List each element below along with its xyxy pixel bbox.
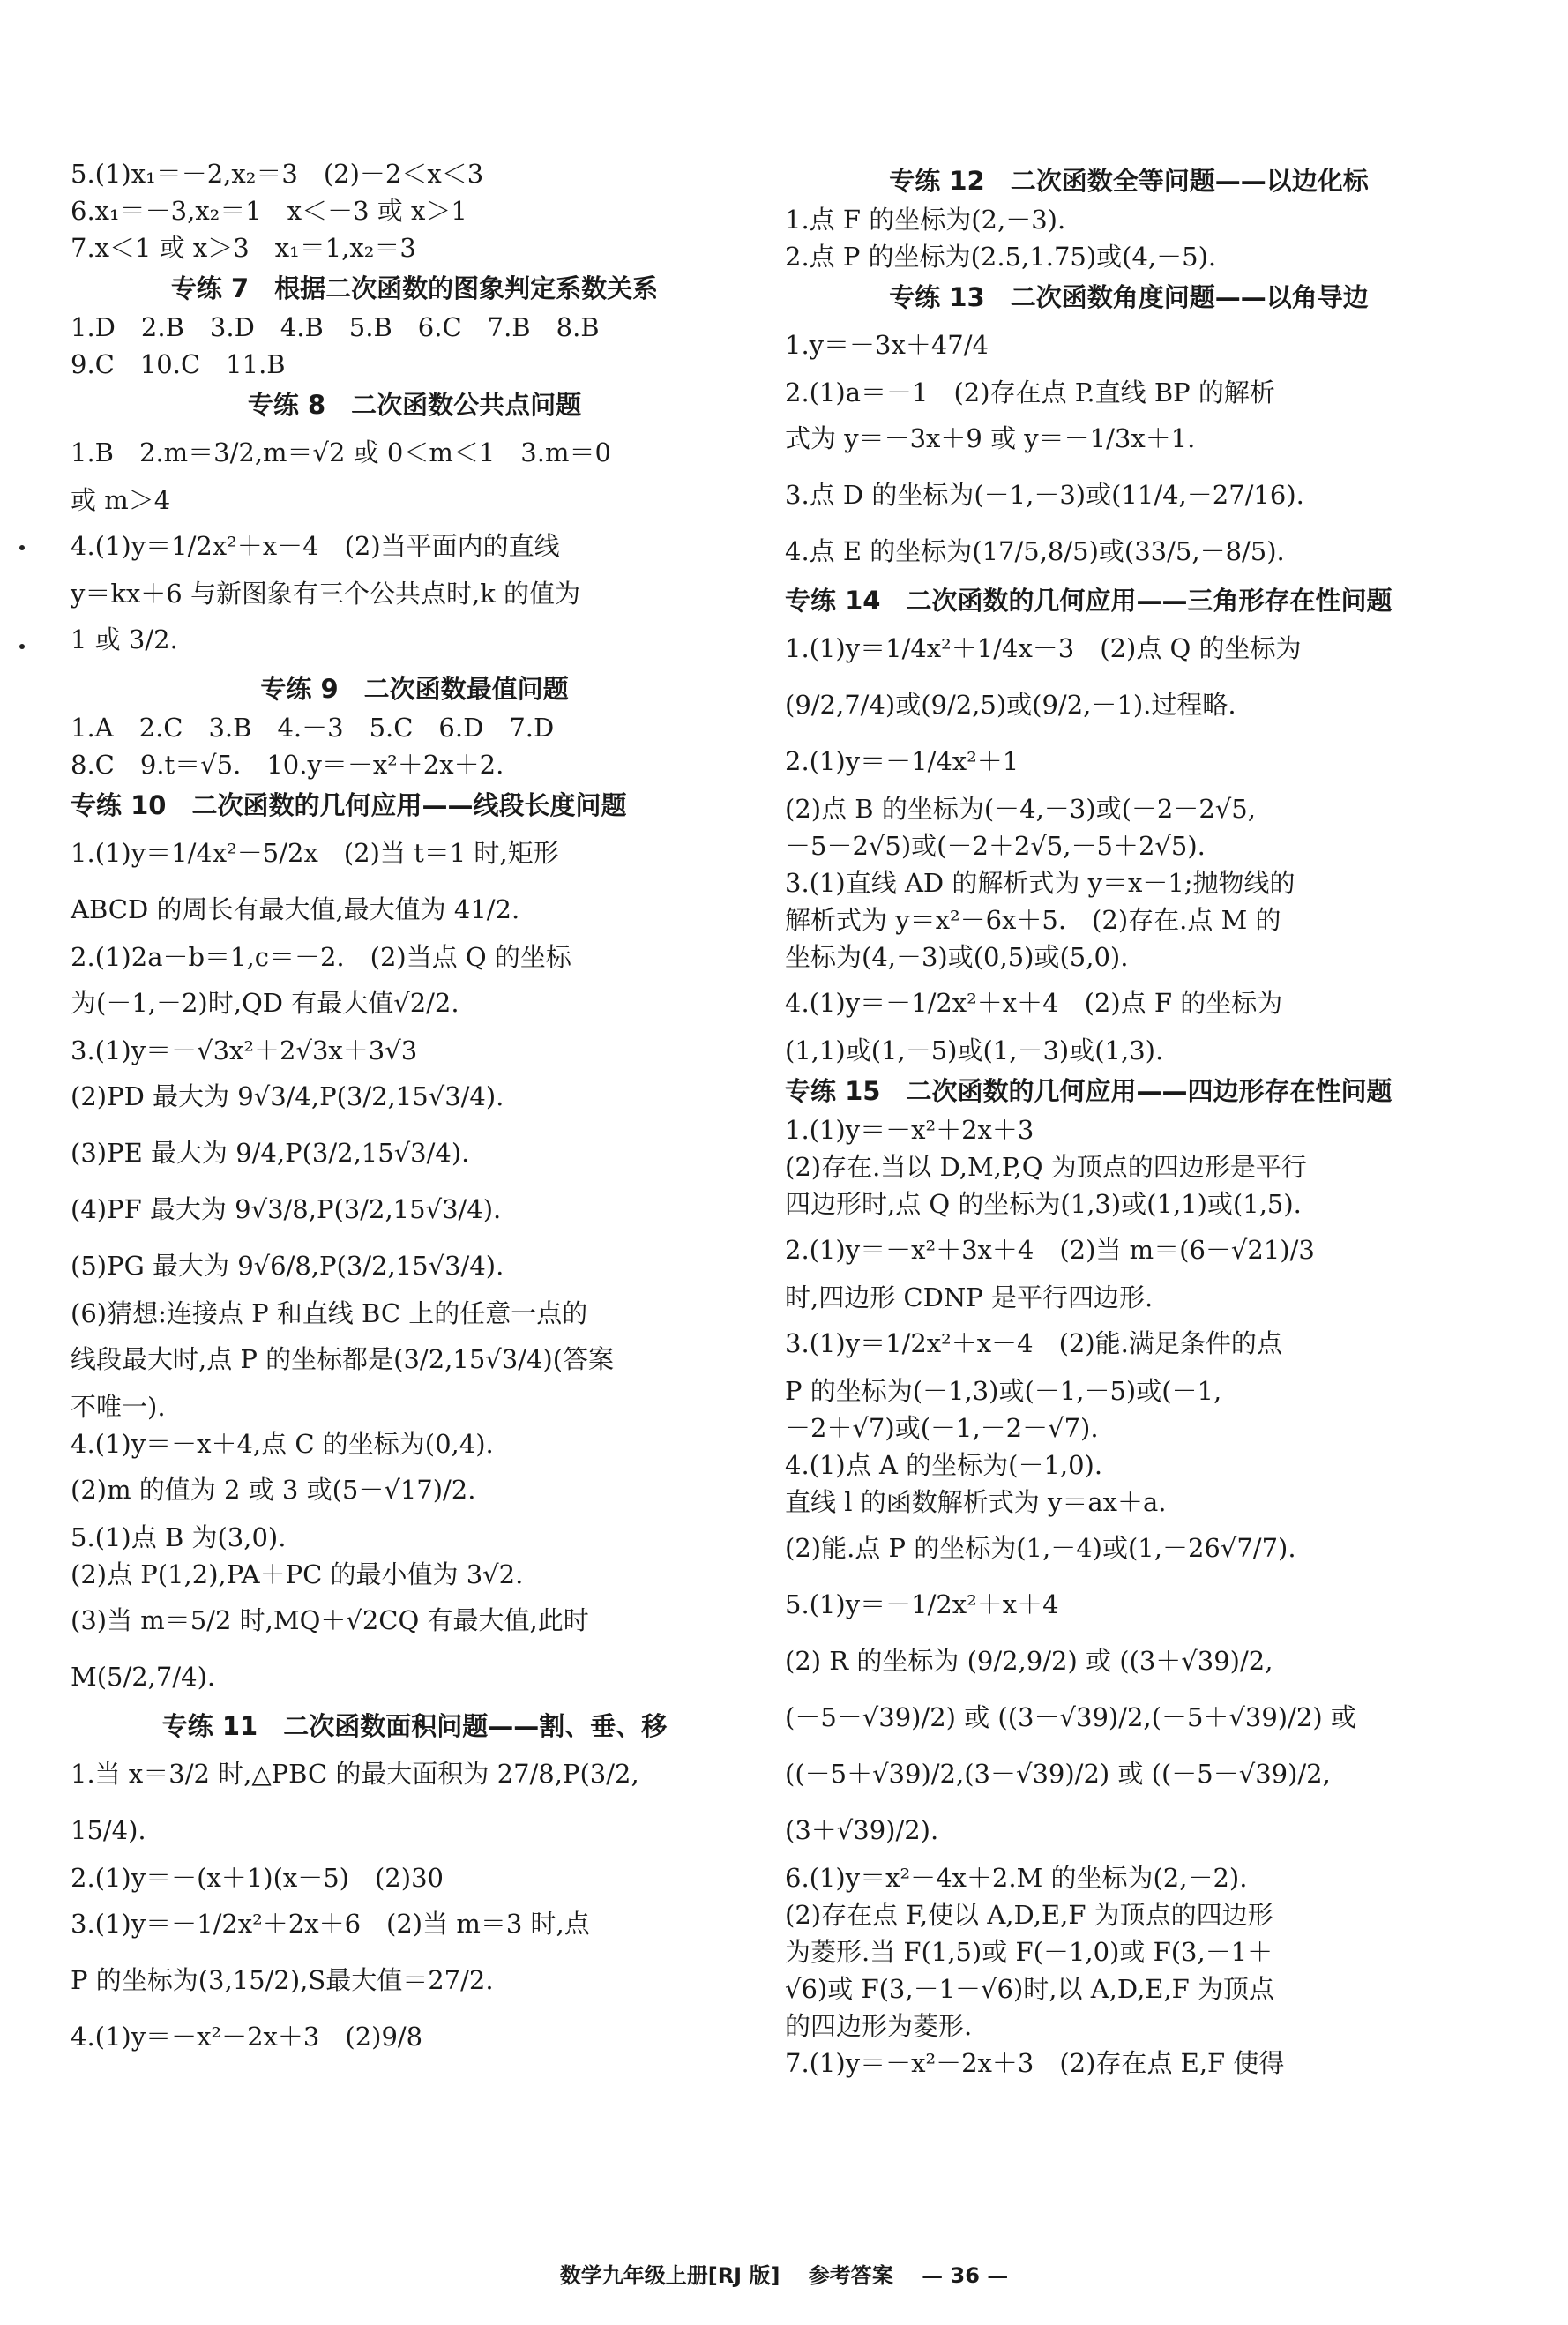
answer-line: 四边形时,点 Q 的坐标为(1,3)或(1,1)或(1,5).	[785, 1189, 1302, 1219]
answer-line: 4.(1)y＝－x²－2x＋3 (2)9/8	[71, 2022, 423, 2052]
answer-line: 1.(1)y＝1/4x²＋1/4x－3 (2)点 Q 的坐标为	[785, 633, 1302, 663]
answer-line: 2.(1)y＝－(x＋1)(x－5) (2)30	[71, 1863, 444, 1893]
answer-line: －2＋√7)或(－1,－2－√7).	[785, 1413, 1099, 1443]
answer-line: 为菱形.当 F(1,5)或 F(－1,0)或 F(3,－1＋	[785, 1937, 1273, 1967]
section-heading: 专练 8 二次函数公共点问题	[247, 390, 582, 420]
answer-line: ((－5＋√39)/2,(3－√39)/2) 或 ((－5－√39)/2,	[785, 1759, 1331, 1789]
answer-line: 1.y＝－3x＋47/4	[785, 330, 989, 360]
section-heading: 专练 7 根据二次函数的图象判定系数关系	[170, 273, 659, 303]
answer-line: (3)当 m＝5/2 时,MQ＋√2CQ 有最大值,此时	[71, 1605, 589, 1635]
answer-line: ABCD 的周长有最大值,最大值为 41/2.	[71, 894, 520, 924]
answer-line: 5.(1)点 B 为(3,0).	[71, 1522, 287, 1552]
page-footer	[0, 2258, 1568, 2289]
section-heading: 专练 9 二次函数最值问题	[260, 674, 569, 704]
answer-line: 3.(1)y＝－√3x²＋2√3x＋3√3	[71, 1035, 418, 1065]
answer-line: √6)或 F(3,－1－√6)时,以 A,D,E,F 为顶点	[785, 1974, 1275, 2004]
answer-line: (4)PF 最大为 9√3/8,P(3/2,15√3/4).	[71, 1194, 502, 1224]
answer-line: 2.点 P 的坐标为(2.5,1.75)或(4,－5).	[785, 242, 1217, 272]
answer-line: 15/4).	[71, 1815, 146, 1845]
answer-line: (2)能.点 P 的坐标为(1,－4)或(1,－26√7/7).	[785, 1533, 1296, 1563]
answer-line: (6)猜想:连接点 P 和直线 BC 上的任意一点的	[71, 1298, 588, 1328]
answer-line: 2.(1)y＝－1/4x²＋1	[785, 746, 1019, 776]
answer-line: (5)PG 最大为 9√6/8,P(3/2,15√3/4).	[71, 1251, 504, 1281]
section-heading: 专练 15 二次函数的几何应用——四边形存在性问题	[785, 1076, 1393, 1106]
answer-line: 1.当 x＝3/2 时,△PBC 的最大面积为 27/8,P(3/2,	[71, 1759, 639, 1789]
answer-line: 3.(1)y＝1/2x²＋x－4 (2)能.满足条件的点	[785, 1328, 1282, 1358]
answer-line: 2.(1)y＝－x²＋3x＋4 (2)当 m＝(6－√21)/3	[785, 1235, 1315, 1265]
section-heading: 专练 14 二次函数的几何应用——三角形存在性问题	[785, 586, 1393, 616]
answer-line: 时,四边形 CDNP 是平行四边形.	[785, 1282, 1154, 1312]
answer-line: 3.(1)y＝－1/2x²＋2x＋6 (2)当 m＝3 时,点	[71, 1909, 590, 1939]
answer-line: (2)存在点 F,使以 A,D,E,F 为顶点的四边形	[785, 1900, 1273, 1930]
answer-line: 1.D 2.B 3.D 4.B 5.B 6.C 7.B 8.B	[71, 312, 600, 342]
answer-line: 线段最大时,点 P 的坐标都是(3/2,15√3/4)(答案	[71, 1344, 615, 1374]
answer-line: (3＋√39)/2).	[785, 1815, 939, 1845]
answer-line: 4.点 E 的坐标为(17/5,8/5)或(33/5,－8/5).	[785, 536, 1285, 566]
answer-line: 直线 l 的函数解析式为 y＝ax＋a.	[785, 1487, 1167, 1517]
answer-line: 9.C 10.C 11.B	[71, 349, 286, 379]
answer-line: 1 或 3/2.	[71, 624, 178, 654]
answer-line: 2.(1)2a－b＝1,c＝－2. (2)当点 Q 的坐标	[71, 942, 571, 972]
section-heading: 专练 10 二次函数的几何应用——线段长度问题	[71, 790, 627, 820]
answer-line: 3.点 D 的坐标为(－1,－3)或(11/4,－27/16).	[785, 480, 1304, 510]
section-heading: 专练 12 二次函数全等问题——以边化标	[889, 166, 1369, 196]
answer-line: (9/2,7/4)或(9/2,5)或(9/2,－1).过程略.	[785, 690, 1236, 720]
section-heading: 专练 11 二次函数面积问题——割、垂、移	[161, 1711, 668, 1741]
answer-line: 4.(1)y＝－1/2x²＋x＋4 (2)点 F 的坐标为	[785, 988, 1283, 1018]
answer-line: 6.(1)y＝x²－4x＋2.M 的坐标为(2,－2).	[785, 1863, 1248, 1893]
margin-dot	[19, 545, 25, 550]
answer-line: 1.(1)y＝1/4x²－5/2x (2)当 t＝1 时,矩形	[71, 838, 559, 868]
answer-line: 式为 y＝－3x＋9 或 y＝－1/3x＋1.	[785, 423, 1196, 453]
answer-line: 5.(1)y＝－1/2x²＋x＋4	[785, 1589, 1059, 1619]
answer-line: 7.(1)y＝－x²－2x＋3 (2)存在点 E,F 使得	[785, 2048, 1285, 2078]
answer-line: (2) R 的坐标为 (9/2,9/2) 或 ((3＋√39)/2,	[785, 1646, 1273, 1676]
answer-line: 1.B 2.m＝3/2,m＝√2 或 0＜m＜1 3.m＝0	[71, 437, 611, 467]
right-column	[785, 157, 1473, 2083]
answer-line: 3.(1)直线 AD 的解析式为 y＝x－1;抛物线的	[785, 868, 1295, 898]
footer-subject: 数学九年级上册[RJ 版]	[559, 2263, 780, 2288]
answer-line: (2)存在.当以 D,M,P,Q 为顶点的四边形是平行	[785, 1152, 1307, 1182]
answer-line: 8.C 9.t＝√5. 10.y＝－x²＋2x＋2.	[71, 750, 504, 780]
answer-line: 1.A 2.C 3.B 4.－3 5.C 6.D 7.D	[71, 713, 555, 743]
answer-line: (－5－√39)/2) 或 ((3－√39)/2,(－5＋√39)/2) 或	[785, 1702, 1356, 1732]
answer-line: 4.(1)点 A 的坐标为(－1,0).	[785, 1450, 1103, 1480]
answer-line: (2)点 B 的坐标为(－4,－3)或(－2－2√5,	[785, 794, 1256, 824]
answer-line: 坐标为(4,－3)或(0,5)或(5,0).	[785, 942, 1129, 972]
answer-line: 4.(1)y＝－x＋4,点 C 的坐标为(0,4).	[71, 1429, 494, 1459]
answer-line: y＝kx＋6 与新图象有三个公共点时,k 的值为	[71, 579, 580, 609]
answer-line: 不唯一).	[71, 1392, 166, 1422]
answer-line: (2)m 的值为 2 或 3 或(5－√17)/2.	[71, 1475, 476, 1505]
answer-line: －5－2√5)或(－2＋2√5,－5＋2√5).	[785, 831, 1206, 861]
answer-line: (2)点 P(1,2),PA＋PC 的最小值为 3√2.	[71, 1559, 524, 1589]
answer-line: 1.点 F 的坐标为(2,－3).	[785, 205, 1066, 235]
left-column	[71, 157, 758, 2067]
answer-line: 或 m＞4	[71, 485, 171, 515]
answer-line: M(5/2,7/4).	[71, 1662, 216, 1692]
answer-line: (3)PE 最大为 9/4,P(3/2,15√3/4).	[71, 1138, 470, 1168]
answer-line: 为(－1,－2)时,QD 有最大值√2/2.	[71, 988, 459, 1018]
answer-line: 2.(1)a＝－1 (2)存在点 P.直线 BP 的解析	[785, 378, 1275, 407]
answer-line: 解析式为 y＝x²－6x＋5. (2)存在.点 M 的	[785, 905, 1281, 935]
section-heading: 专练 13 二次函数角度问题——以角导边	[889, 282, 1369, 312]
answer-line: 6.x₁＝－3,x₂＝1 x＜－3 或 x＞1	[71, 196, 467, 226]
answer-line: (1,1)或(1,－5)或(1,－3)或(1,3).	[785, 1035, 1164, 1065]
margin-dot	[19, 644, 25, 649]
footer-section: 参考答案	[808, 2263, 893, 2288]
answer-line: 7.x＜1 或 x＞3 x₁＝1,x₂＝3	[71, 233, 416, 263]
answer-line: P 的坐标为(3,15/2),S最大值＝27/2.	[71, 1965, 494, 1995]
answer-line: 的四边形为菱形.	[785, 2011, 973, 2041]
answer-line: 5.(1)x₁＝－2,x₂＝3 (2)－2＜x＜3	[71, 159, 484, 189]
answer-line: P 的坐标为(－1,3)或(－1,－5)或(－1,	[785, 1376, 1222, 1406]
answer-line: 1.(1)y＝－x²＋2x＋3	[785, 1115, 1034, 1145]
answer-line: (2)PD 最大为 9√3/4,P(3/2,15√3/4).	[71, 1081, 504, 1111]
answer-line: 4.(1)y＝1/2x²＋x－4 (2)当平面内的直线	[71, 531, 560, 561]
page-number: — 36 —	[922, 2263, 1009, 2288]
